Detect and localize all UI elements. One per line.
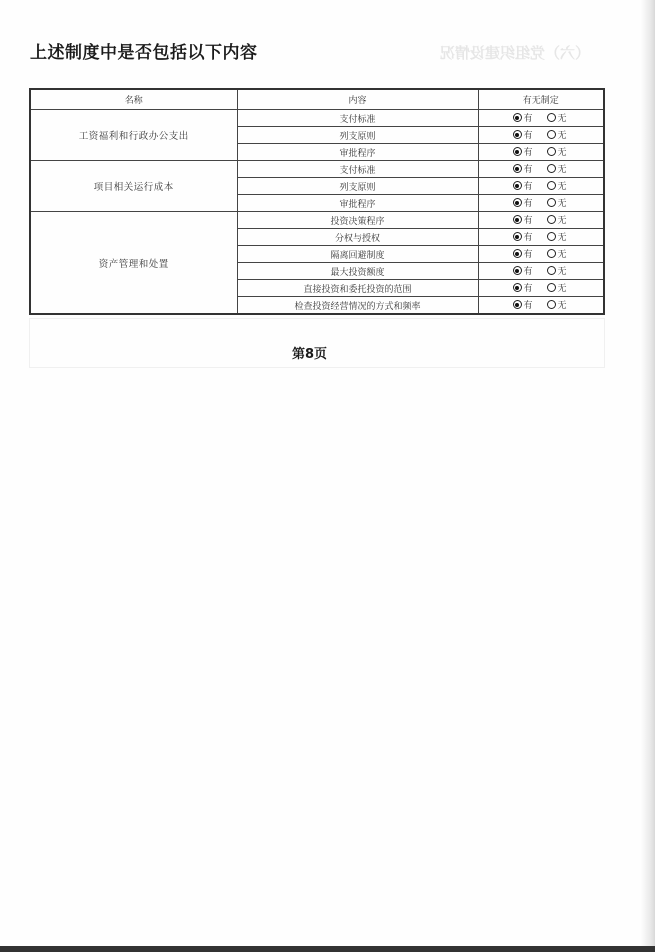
- radio-checked-icon[interactable]: [513, 283, 522, 292]
- item-content: 分权与授权: [237, 229, 478, 246]
- radio-unchecked-icon[interactable]: [547, 300, 556, 309]
- policy-table: [29, 88, 605, 315]
- radio-unchecked-icon[interactable]: [547, 181, 556, 190]
- has-policy-options: [478, 297, 604, 315]
- radio-option-no[interactable]: [547, 264, 567, 277]
- radio-checked-icon[interactable]: [513, 249, 522, 258]
- radio-checked-icon[interactable]: [513, 164, 522, 173]
- radio-option-yes[interactable]: [513, 230, 533, 243]
- item-content: 直接投资和委托投资的范围: [237, 280, 478, 297]
- radio-label-no: 无: [557, 131, 567, 141]
- has-policy-options: [478, 144, 604, 161]
- has-policy-options: [478, 127, 604, 144]
- radio-label-yes: 有: [523, 250, 533, 260]
- radio-unchecked-icon[interactable]: [547, 198, 556, 207]
- radio-checked-icon[interactable]: [513, 181, 522, 190]
- radio-unchecked-icon[interactable]: [547, 266, 556, 275]
- radio-label-yes: 有: [523, 233, 533, 243]
- radio-checked-icon[interactable]: [513, 232, 522, 241]
- radio-option-yes[interactable]: [513, 145, 533, 158]
- group-name: 项目相关运行成本: [30, 161, 237, 212]
- header-has: 有无制定: [478, 89, 604, 110]
- has-policy-options: [478, 195, 604, 212]
- radio-unchecked-icon[interactable]: [547, 113, 556, 122]
- radio-option-no[interactable]: [547, 128, 567, 141]
- header-content: 内容: [237, 89, 478, 110]
- table-row: [30, 161, 604, 178]
- radio-label-yes: 有: [523, 165, 533, 175]
- radio-option-yes[interactable]: [513, 213, 533, 226]
- radio-unchecked-icon[interactable]: [547, 130, 556, 139]
- item-content: 检查投资经营情况的方式和频率: [237, 297, 478, 315]
- radio-label-yes: 有: [523, 148, 533, 158]
- radio-label-yes: 有: [523, 267, 533, 277]
- radio-checked-icon[interactable]: [513, 198, 522, 207]
- radio-option-no[interactable]: [547, 145, 567, 158]
- page-number: 第8页: [292, 347, 328, 362]
- radio-label-yes: 有: [523, 199, 533, 209]
- radio-option-no[interactable]: [547, 111, 567, 124]
- item-content: 列支原则: [237, 178, 478, 195]
- radio-option-yes[interactable]: [513, 247, 533, 260]
- radio-label-yes: 有: [523, 284, 533, 294]
- radio-checked-icon[interactable]: [513, 215, 522, 224]
- radio-label-yes: 有: [523, 301, 533, 311]
- radio-unchecked-icon[interactable]: [547, 232, 556, 241]
- radio-label-no: 无: [557, 182, 567, 192]
- radio-unchecked-icon[interactable]: [547, 164, 556, 173]
- item-content: 审批程序: [237, 144, 478, 161]
- radio-checked-icon[interactable]: [513, 266, 522, 275]
- radio-label-yes: 有: [523, 182, 533, 192]
- has-policy-options: [478, 280, 604, 297]
- radio-option-yes[interactable]: [513, 179, 533, 192]
- radio-option-no[interactable]: [547, 281, 567, 294]
- radio-option-no[interactable]: [547, 230, 567, 243]
- has-policy-options: [478, 229, 604, 246]
- radio-option-yes[interactable]: [513, 162, 533, 175]
- radio-checked-icon[interactable]: [513, 300, 522, 309]
- radio-label-no: 无: [557, 301, 567, 311]
- radio-checked-icon[interactable]: [513, 147, 522, 156]
- radio-option-no[interactable]: [547, 179, 567, 192]
- radio-label-yes: 有: [523, 114, 533, 124]
- has-policy-options: [478, 161, 604, 178]
- radio-option-yes[interactable]: [513, 281, 533, 294]
- has-policy-options: [478, 110, 604, 127]
- radio-unchecked-icon[interactable]: [547, 147, 556, 156]
- radio-label-no: 无: [557, 148, 567, 158]
- radio-option-yes[interactable]: [513, 111, 533, 124]
- group-name: 工资福利和行政办公支出: [30, 110, 237, 161]
- group-name: 资产管理和处置: [30, 212, 237, 315]
- item-content: 支付标准: [237, 161, 478, 178]
- item-content: 支付标准: [237, 110, 478, 127]
- header-name: 名称: [30, 89, 237, 110]
- item-content: 审批程序: [237, 195, 478, 212]
- radio-label-no: 无: [557, 284, 567, 294]
- item-content: 投资决策程序: [237, 212, 478, 229]
- table-header-row: [30, 89, 604, 110]
- item-content: 最大投资额度: [237, 263, 478, 280]
- has-policy-options: [478, 178, 604, 195]
- radio-unchecked-icon[interactable]: [547, 215, 556, 224]
- has-policy-options: [478, 263, 604, 280]
- has-policy-options: [478, 246, 604, 263]
- radio-option-no[interactable]: [547, 247, 567, 260]
- item-content: 列支原则: [237, 127, 478, 144]
- radio-option-yes[interactable]: [513, 264, 533, 277]
- table-row: [30, 110, 604, 127]
- table-row: [30, 212, 604, 229]
- radio-label-no: 无: [557, 199, 567, 209]
- radio-option-no[interactable]: [547, 213, 567, 226]
- radio-label-no: 无: [557, 250, 567, 260]
- radio-label-no: 无: [557, 165, 567, 175]
- radio-option-yes[interactable]: [513, 196, 533, 209]
- radio-label-no: 无: [557, 233, 567, 243]
- radio-checked-icon[interactable]: [513, 113, 522, 122]
- radio-option-no[interactable]: [547, 196, 567, 209]
- radio-option-no[interactable]: [547, 298, 567, 311]
- radio-label-yes: 有: [523, 131, 533, 141]
- radio-label-yes: 有: [523, 216, 533, 226]
- section-heading: 上述制度中是否包括以下内容: [30, 43, 258, 63]
- has-policy-options: [478, 212, 604, 229]
- page-bottom-edge: [0, 946, 655, 952]
- radio-unchecked-icon[interactable]: [547, 283, 556, 292]
- radio-checked-icon[interactable]: [513, 130, 522, 139]
- radio-label-no: 无: [557, 114, 567, 124]
- bleed-through-title: （六）党组织建设情况: [440, 44, 591, 62]
- radio-unchecked-icon[interactable]: [547, 249, 556, 258]
- item-content: 隔离回避制度: [237, 246, 478, 263]
- radio-label-no: 无: [557, 216, 567, 226]
- page-edge-shadow: [641, 0, 655, 952]
- radio-option-yes[interactable]: [513, 128, 533, 141]
- radio-option-yes[interactable]: [513, 298, 533, 311]
- radio-label-no: 无: [557, 267, 567, 277]
- radio-option-no[interactable]: [547, 162, 567, 175]
